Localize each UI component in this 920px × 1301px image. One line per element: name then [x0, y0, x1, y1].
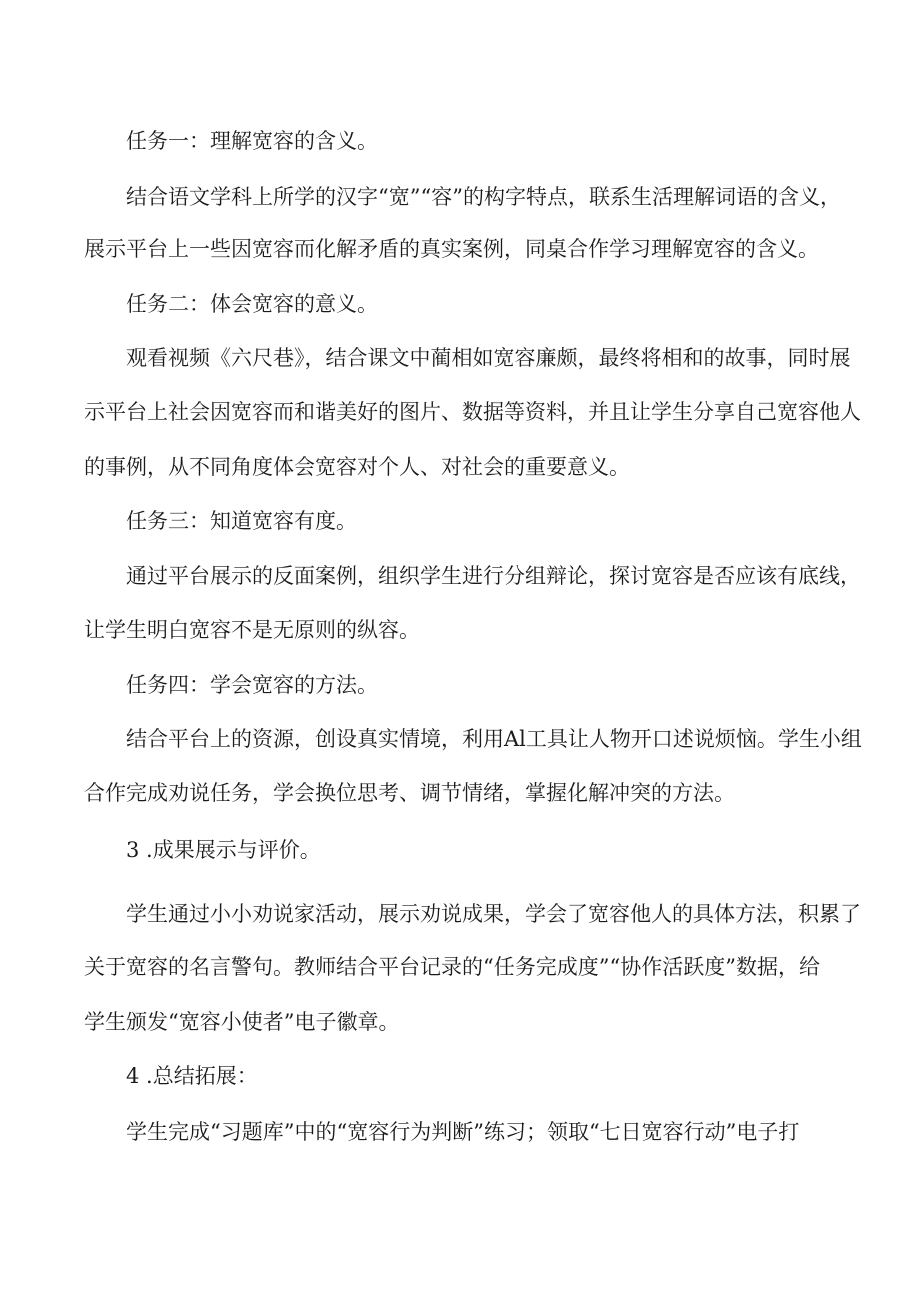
task-one-paragraph-line-2: 展示平台上一些因宽容而化解矛盾的真实案例，同桌合作学习理解宽容的含义。 [84, 237, 819, 261]
task-four-heading: 任务四：学会宽容的方法。 [126, 673, 378, 697]
task-three-paragraph-line-1: 通过平台展示的反面案例，组织学生进行分组辩论，探讨宽容是否应该有底线， [126, 564, 861, 588]
task-three-paragraph-line-2: 让学生明白宽容不是无原则的纵容。 [84, 618, 420, 642]
section-4-heading: 4 .总结拓展： [126, 1064, 258, 1088]
task-two-heading: 任务二：体会宽容的意义。 [126, 292, 378, 316]
task-one-heading: 任务一：理解宽容的含义。 [126, 129, 378, 153]
task-four-paragraph-line-2: 合作完成劝说任务，学会换位思考、调节情绪，掌握化解冲突的方法。 [84, 781, 735, 805]
task-two-paragraph-line-2: 示平台上社会因宽容而和谐美好的图片、数据等资料，并且让学生分享自己宽容他人 [84, 400, 861, 424]
task-four-paragraph-line-1: 结合平台上的资源，创设真实情境，利用Al工具让人物开口述说烦恼。学生小组 [126, 727, 862, 751]
section-3-paragraph-line-3: 学生颁发“宽容小使者”电子徽章。 [84, 1010, 400, 1034]
task-one-paragraph-line-1: 结合语文学科上所学的汉字“宽”“容”的构字特点，联系生活理解词语的含义， [126, 185, 841, 209]
task-three-heading: 任务三：知道宽容有度。 [126, 509, 357, 533]
section-3-paragraph-line-1: 学生通过小小劝说家活动，展示劝说成果，学会了宽容他人的具体方法，积累了 [126, 902, 861, 926]
section-3-paragraph-line-2: 关于宽容的名言警句。教师结合平台记录的“任务完成度”“协作活跃度”数据，给 [84, 955, 820, 979]
section-3-heading: 3 .成果展示与评价。 [126, 838, 321, 862]
task-two-paragraph-line-1: 观看视频《六尺巷》，结合课文中蔺相如宽容廉颇，最终将相和的故事，同时展 [126, 346, 851, 370]
task-two-paragraph-line-3: 的事例，从不同角度体会宽容对个人、对社会的重要意义。 [84, 455, 630, 479]
section-4-paragraph-line-1: 学生完成“习题库”中的“宽容行为判断”练习；领取“七日宽容行动”电子打 [126, 1120, 800, 1144]
